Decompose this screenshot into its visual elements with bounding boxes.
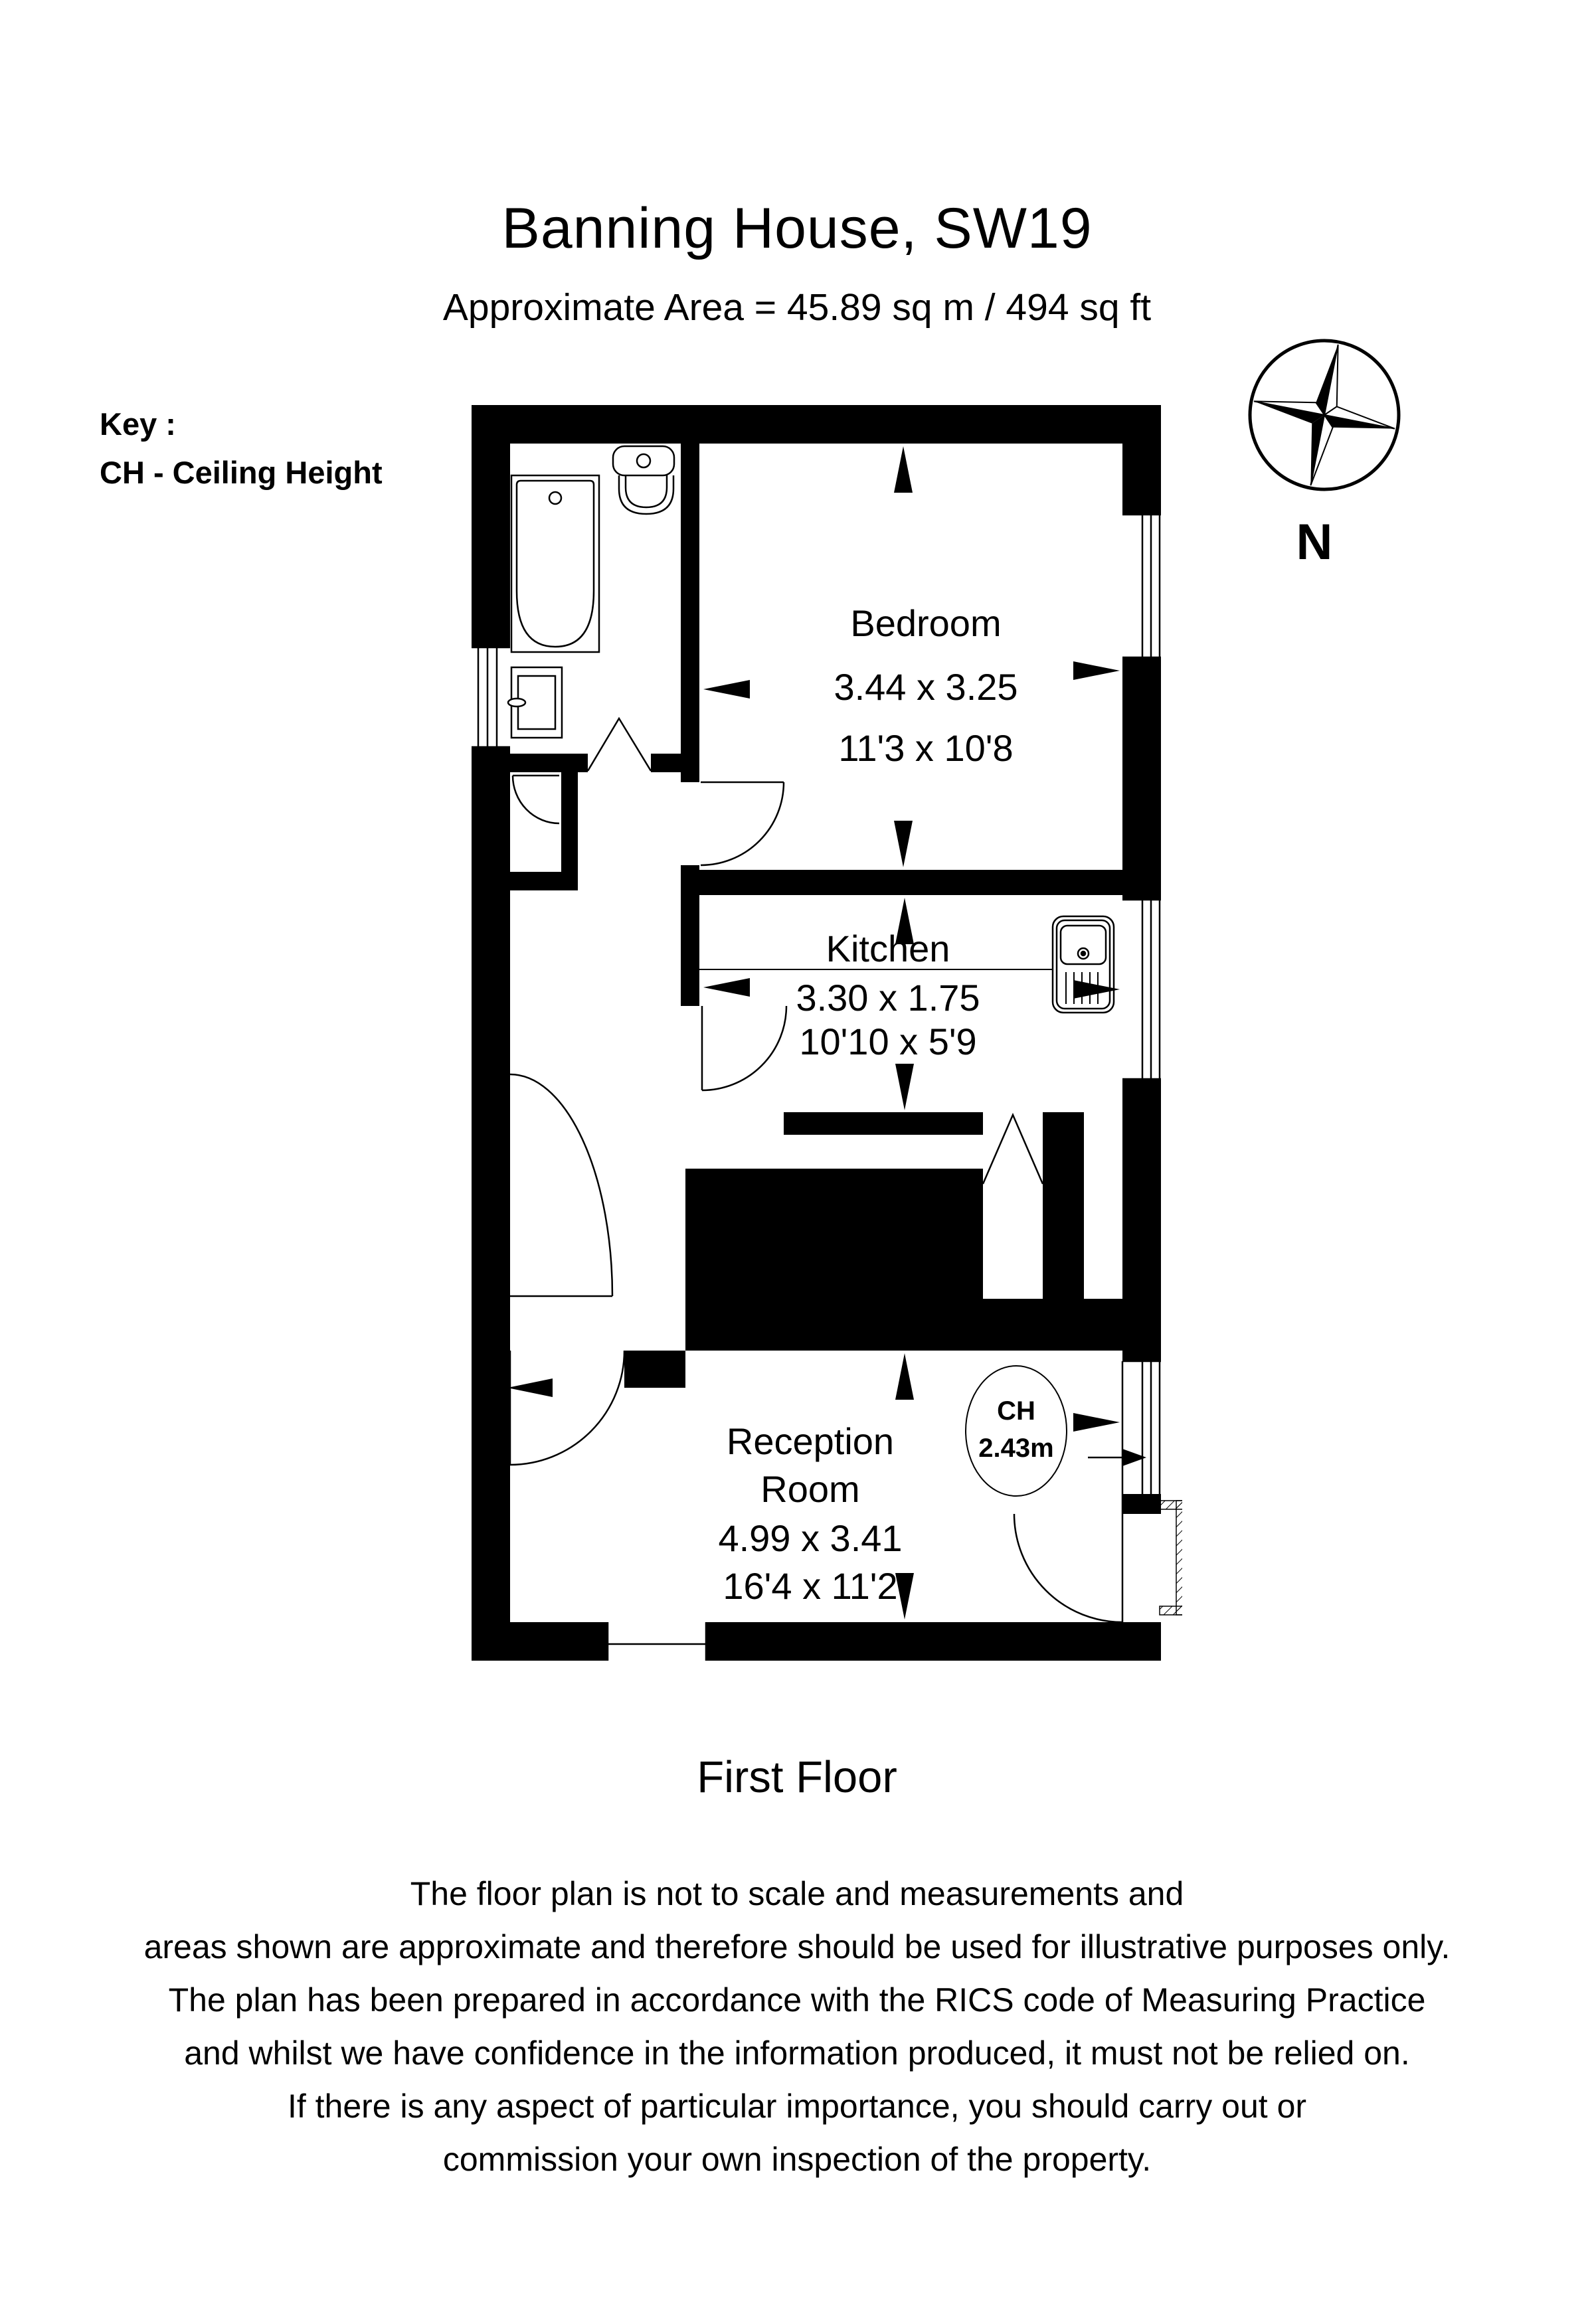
disclaimer-line: and whilst we have confidence in the information produced, it must not be relied on. <box>184 2034 1410 2072</box>
disclaimer-line: The plan has been prepared in accordance with the RICS code of Measuring Practice <box>168 1981 1426 2019</box>
arrow-left-icon <box>507 1378 553 1397</box>
disclaimer-line: areas shown are approximate and therefore should be used for illustrative purposes only. <box>143 1928 1451 1965</box>
wall <box>1122 405 1161 515</box>
bathtub-icon <box>511 475 599 652</box>
arrow-up-icon <box>895 1353 914 1400</box>
arrow-down-icon <box>895 1064 914 1110</box>
arrow-right-icon <box>1073 980 1120 999</box>
arrow-right-icon <box>1073 661 1120 680</box>
wall <box>681 754 699 782</box>
window <box>1122 900 1161 1079</box>
arrow-down-icon <box>895 1573 914 1619</box>
door-arc <box>983 1115 1043 1184</box>
reception-dim-ft: 16'4 x 11'2 <box>723 1565 898 1607</box>
arrow-right-icon <box>1088 1449 1146 1466</box>
kitchen-dim-ft: 10'10 x 5'9 <box>799 1021 977 1062</box>
arrow-up-icon <box>894 446 913 493</box>
arrow-down-icon <box>894 821 913 867</box>
kitchen-sink-icon <box>1053 916 1114 1013</box>
window <box>1122 1361 1161 1494</box>
wall <box>685 1169 983 1351</box>
door-arc <box>510 1074 612 1296</box>
approximate-area: Approximate Area = 45.89 sq m / 494 sq ft <box>442 286 1152 329</box>
door-arc <box>702 1006 786 1090</box>
bathroom-fixtures <box>508 446 674 738</box>
compass-rose-icon <box>1233 332 1416 506</box>
door-arc <box>513 776 559 823</box>
wall <box>624 1351 685 1388</box>
wall <box>472 405 1161 444</box>
compass-north-label: N <box>1296 514 1333 570</box>
arrow-left-icon <box>703 978 750 997</box>
wall <box>681 870 1122 895</box>
window <box>608 1622 706 1661</box>
toilet-icon <box>613 446 674 514</box>
ch-value: 2.43m <box>978 1434 1054 1463</box>
wall <box>561 772 578 872</box>
disclaimer-line: The floor plan is not to scale and measurements and <box>410 1875 1184 1912</box>
wall <box>1122 1079 1161 1361</box>
wall <box>510 754 588 772</box>
wall <box>1122 1622 1161 1661</box>
arrow-right-icon <box>1073 1413 1120 1432</box>
disclaimer-line: commission your own inspection of the property. <box>442 2141 1152 2178</box>
wall <box>510 872 578 890</box>
reception-label-line2: Room <box>760 1468 860 1510</box>
kitchen-label: Kitchen <box>826 928 950 969</box>
wall <box>472 1622 1161 1661</box>
bedroom-label: Bedroom <box>850 602 1002 644</box>
page-title: Banning House, SW19 <box>501 197 1093 260</box>
wall <box>681 895 699 1006</box>
reception-label-line1: Reception <box>726 1420 895 1462</box>
wall <box>983 1299 1122 1351</box>
disclaimer-line: If there is any aspect of particular importance, you should carry out or <box>287 2088 1307 2125</box>
wall <box>1122 657 1161 900</box>
key-entry: CH - Ceiling Height <box>100 455 383 490</box>
door-arc <box>701 782 784 865</box>
disclaimer-text <box>0 1867 1594 2186</box>
compass <box>1233 332 1416 571</box>
door-arc <box>510 1351 624 1465</box>
ceiling-height-badge <box>966 1366 1067 1496</box>
bedroom-dim-ft: 11'3 x 10'8 <box>838 727 1014 769</box>
kitchen-dim-m: 3.30 x 1.75 <box>796 977 980 1019</box>
floor-label: First Floor <box>697 1752 897 1802</box>
key-legend <box>100 400 383 497</box>
entry-threshold <box>1160 1501 1182 1615</box>
bedroom-dim-m: 3.44 x 3.25 <box>834 666 1018 708</box>
wall <box>1122 1494 1161 1514</box>
reception-dim-m: 4.99 x 3.41 <box>718 1517 903 1559</box>
basin-icon <box>508 667 562 738</box>
floor-plan <box>452 392 1182 1693</box>
wall <box>681 444 699 754</box>
arrow-left-icon <box>703 680 750 699</box>
wall <box>784 1112 983 1135</box>
wall <box>472 747 510 1661</box>
window <box>1122 515 1161 657</box>
door-arc <box>588 718 651 771</box>
window <box>472 647 510 747</box>
key-heading: Key : <box>100 406 176 442</box>
ch-label: CH <box>997 1396 1035 1426</box>
wall <box>472 405 510 647</box>
